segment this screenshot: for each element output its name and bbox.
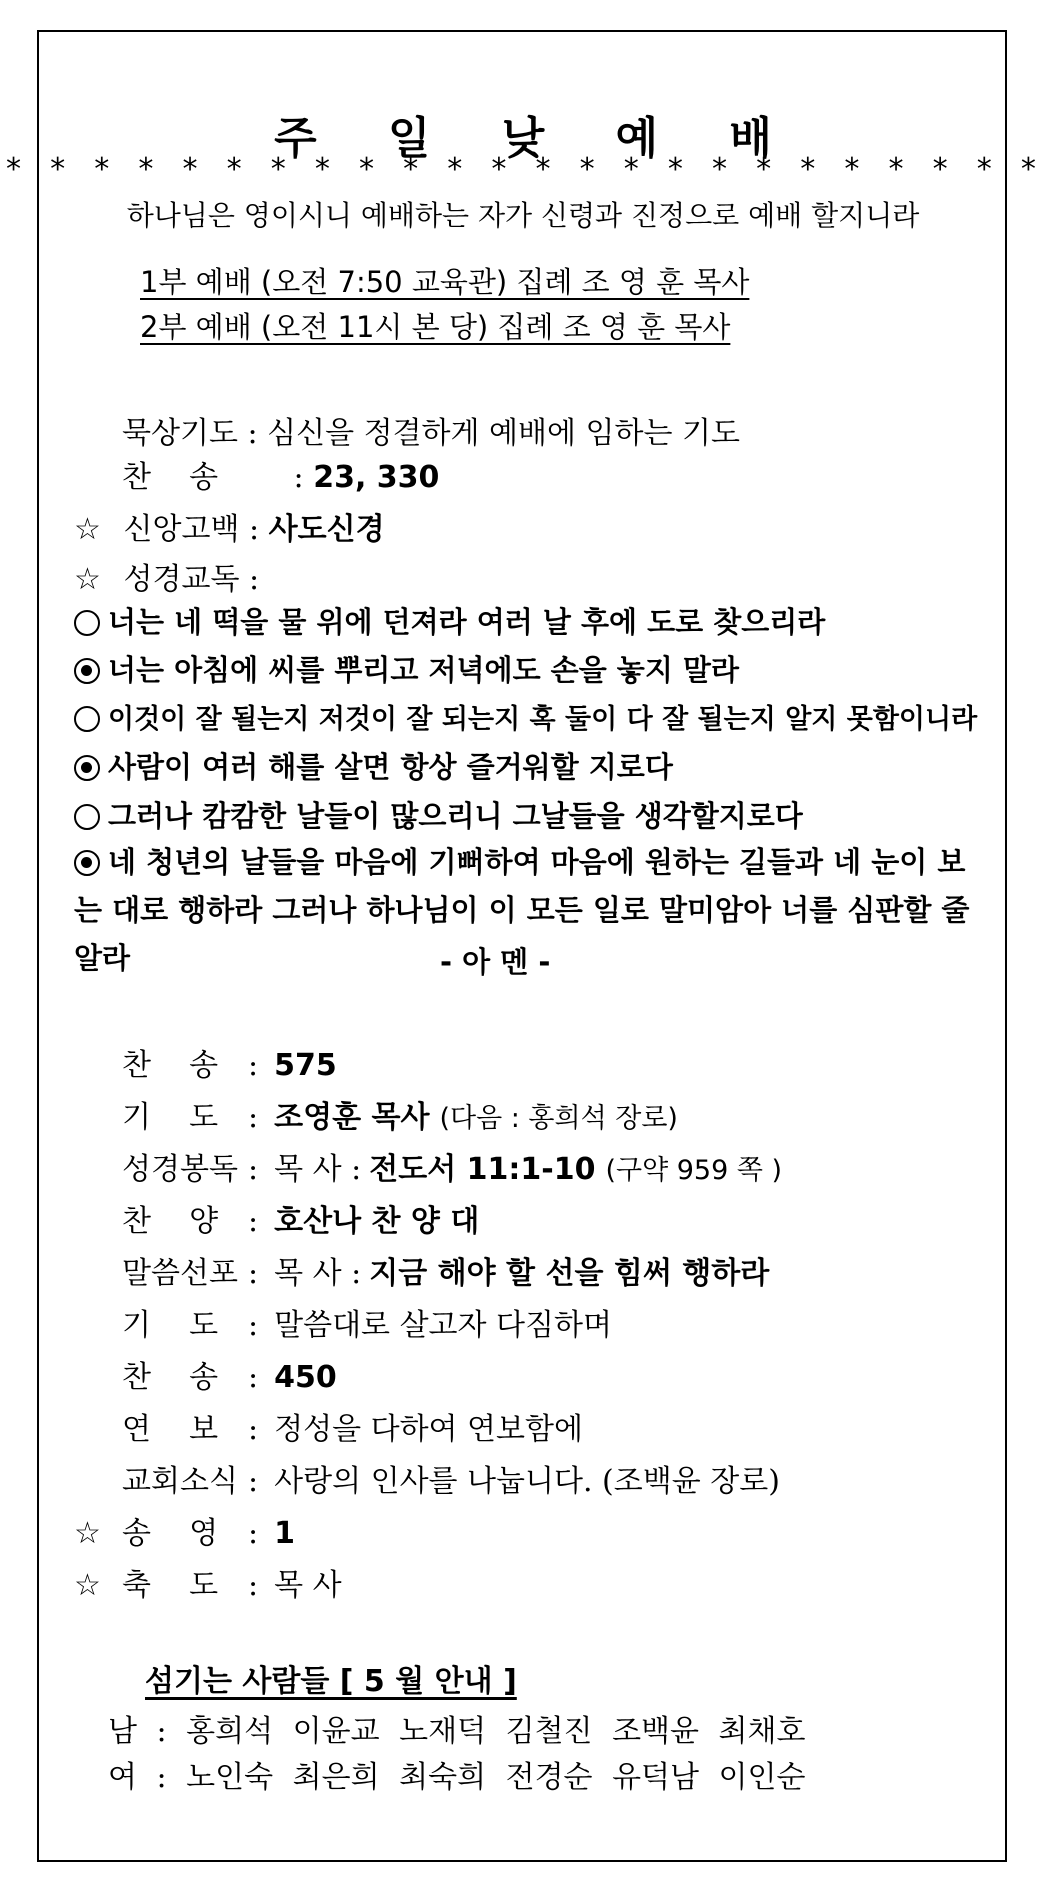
order-value: 심신을 정결하게 예배에 임하는 기도 (267, 416, 740, 451)
order-item (122, 1248, 769, 1292)
order-sep: : (248, 1464, 259, 1499)
reading-line (74, 600, 825, 641)
service-1: 1부 예배 (오전 7:50 교육관) 집례 조 영 훈 목사 (140, 265, 750, 299)
page-title: 주 일 낮 예 배 (274, 113, 800, 164)
order-sep: : (248, 1100, 259, 1135)
order-note: (구약 959 쪽 ) (605, 1155, 783, 1186)
order-sep: : (247, 416, 258, 451)
order-label: 송 영 (122, 1516, 219, 1551)
order-sep: : (248, 1412, 259, 1447)
servers-title: 섬기는 사람들 [ 5 월 안내 ] (145, 1664, 517, 1699)
order-responsive-reading (74, 554, 259, 598)
reading-text: 네 청년의 날들을 마음에 기뻐하여 마음에 원하는 길들과 네 눈이 보는 대로 행하라 그러나 하나님이 이 모든 일로 말미암아 너를 심판할 줄 알라 (74, 845, 970, 975)
order-label: 찬 송 (122, 460, 219, 495)
order-sep: : (293, 460, 304, 495)
reading-line (74, 745, 673, 786)
order-label: 찬 송 (122, 1360, 219, 1395)
order-label: 교회소식 (122, 1464, 238, 1499)
amen: - 아 멘 - (440, 945, 551, 979)
open-circle-icon (74, 706, 100, 732)
order-item (122, 1456, 780, 1500)
star-icon: ☆ (74, 512, 101, 547)
order-item (122, 1352, 337, 1396)
service-2: 2부 예배 (오전 11시 본 당) 집례 조 영 훈 목사 (140, 310, 731, 344)
order-sep: : (248, 1256, 259, 1291)
order-label: 찬 송 (122, 1048, 219, 1083)
order-item (74, 1508, 295, 1552)
order-item (122, 1092, 678, 1136)
order-value: 목 사 (274, 1568, 342, 1603)
order-sep: : (248, 1516, 259, 1551)
order-value: 말씀대로 살고자 다짐하며 (274, 1308, 612, 1343)
star-icon: ☆ (74, 1516, 101, 1551)
reading-text: 너는 아침에 씨를 뿌리고 저녁에도 손을 놓지 말라 (108, 653, 739, 687)
order-sep: : (248, 1048, 259, 1083)
order-item (122, 1144, 782, 1188)
reading-line (74, 648, 739, 689)
reading-text: 너는 네 떡을 물 위에 던져라 여러 날 후에 도로 찾으리라 (108, 605, 826, 639)
open-circle-icon (74, 610, 100, 636)
reading-text: 이것이 잘 될는지 저것이 잘 되는지 혹 둘이 다 잘 될는지 알지 못함이니라 (108, 704, 978, 735)
order-label: 묵상기도 (122, 416, 238, 451)
order-prefix: 목 사 : (274, 1256, 362, 1291)
order-item (122, 1300, 612, 1344)
order-value: 지금 해야 할 선을 힘써 행하라 (369, 1256, 770, 1291)
order-note: (다음 : 홍희석 장로) (439, 1103, 678, 1134)
order-label: 말씀선포 (122, 1256, 238, 1291)
order-creed (74, 504, 385, 548)
order-label: 연 보 (122, 1412, 219, 1447)
order-value: 사랑의 인사를 나눕니다. (조백윤 장로) (274, 1464, 780, 1499)
order-item (74, 1560, 342, 1604)
order-value: 1 (274, 1516, 295, 1551)
scripture-verse: 하나님은 영이시니 예배하는 자가 신령과 진정으로 예배 할지니라 (126, 199, 920, 232)
star-divider: * * * * * * * * * * * * * * * * * * * * * * * * (4, 152, 1042, 187)
order-label: 기 도 (122, 1100, 219, 1135)
order-item (122, 1196, 479, 1240)
order-value: 조영훈 목사 (274, 1100, 430, 1135)
order-hymn-1 (122, 452, 439, 496)
order-label: 성경봉독 (122, 1152, 238, 1187)
order-label: 축 도 (122, 1568, 219, 1603)
order-sep: : (248, 1568, 259, 1603)
reading-text: 사람이 여러 해를 살면 항상 즐거워할 지로다 (108, 750, 673, 784)
star-icon: ☆ (74, 1568, 101, 1603)
order-sep: : (248, 1152, 259, 1187)
star-icon: ☆ (74, 562, 101, 597)
filled-circle-icon (74, 850, 100, 876)
reading-line (74, 794, 803, 835)
order-sep: : (249, 562, 260, 597)
order-label: 기 도 (122, 1308, 219, 1343)
order-value: 정성을 다하여 연보함에 (274, 1412, 583, 1447)
open-circle-icon (74, 804, 100, 830)
order-value: 사도신경 (268, 512, 385, 547)
order-item (122, 1404, 583, 1448)
reading-line (74, 697, 977, 736)
order-value: 23, 330 (313, 460, 440, 495)
servers-women: 여 : 노인숙 최은희 최숙희 전경순 유덕남 이인순 (108, 1760, 806, 1795)
filled-circle-icon (74, 755, 100, 781)
servers-men: 남 : 홍희석 이윤교 노재덕 김철진 조백윤 최채호 (108, 1714, 806, 1749)
order-sep: : (248, 1308, 259, 1343)
order-silent-prayer (122, 408, 740, 452)
order-label: 성경교독 (123, 562, 240, 597)
order-prefix: 목 사 : (274, 1152, 362, 1187)
order-value: 호산나 찬 양 대 (274, 1204, 480, 1239)
order-label: 찬 양 (122, 1204, 219, 1239)
order-sep: : (249, 512, 260, 547)
order-item (122, 1040, 337, 1084)
reading-text: 그러나 캄캄한 날들이 많으리니 그날들을 생각할지로다 (108, 799, 803, 833)
order-sep: : (248, 1360, 259, 1395)
order-sep: : (248, 1204, 259, 1239)
order-value: 전도서 11:1-10 (369, 1152, 596, 1187)
filled-circle-icon (74, 658, 100, 684)
order-label: 신앙고백 (123, 512, 240, 547)
order-value: 575 (274, 1048, 337, 1083)
order-value: 450 (274, 1360, 337, 1395)
